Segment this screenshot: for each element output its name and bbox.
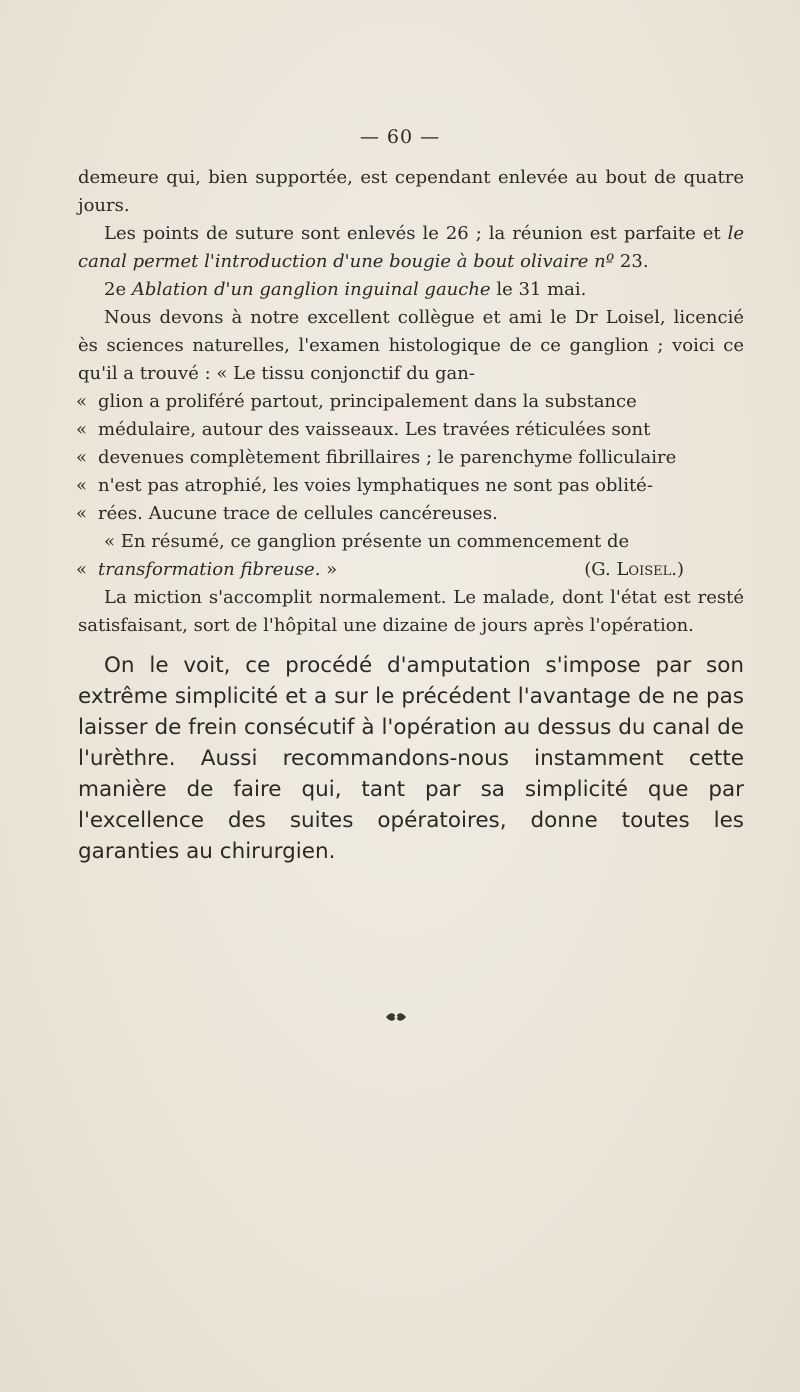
paragraph-4-text: Nous devons à notre excellent collègue et ami le Dr Loisel, licencié ès sciences naturelles, l'examen histologique de ce ganglion ; voici ce qu'il a trouvé : (78, 307, 744, 384)
quote-line-5: « n'est pas atrophié, les voies lymphatiques ne sont pas oblité- (78, 472, 744, 500)
quote-line-2: « glion a proliféré partout, principalement dans la substance (78, 388, 744, 416)
section-heading: Ablation d'un ganglion inguinal gauche (131, 279, 491, 300)
fleuron-ornament-icon (384, 1010, 408, 1024)
paragraph-3 (78, 276, 744, 304)
paragraph-4 (78, 304, 744, 388)
paragraph-1: demeure qui, bien supportée, est cependant enlevée au bout de quatre jours. (78, 167, 744, 216)
section-date: le 31 mai. (490, 279, 587, 300)
quote-line-6: « rées. Aucune trace de cellules cancéreuses. (78, 500, 744, 528)
quote2-close: » (320, 559, 338, 580)
quote-mark: « (76, 419, 88, 440)
quote-line-4: « devenues complètement fibrillaires ; le parenchyme folliculaire (78, 444, 744, 472)
quote2-line-2 (78, 556, 744, 584)
quote-mark: « (76, 503, 88, 524)
paragraph-5: La miction s'accomplit normalement. Le malade, dont l'état est resté satisfaisant, sort de l'hôpital une dizaine de jours après l'opération. (78, 587, 744, 636)
paragraph-2 (78, 220, 744, 276)
section-number: 2e (104, 279, 132, 300)
quote-mark: « (76, 447, 88, 468)
quote2-line-1: « En résumé, ce ganglion présente un commencement de (104, 531, 630, 552)
quote2-italic: transformation fibreuse. (98, 559, 321, 580)
signature: (G. Loisel.) (584, 559, 684, 580)
quote-line-1: « Le tissu conjonctif du gan- (216, 363, 475, 384)
body-text (78, 164, 744, 867)
quote-mark: « (76, 559, 88, 580)
page-number: — 60 — (359, 126, 441, 148)
quote-mark: « (76, 391, 88, 412)
paragraph-2-italic: le canal permet l'introduction d'une bougie à bout olivaire nº (78, 223, 744, 272)
paragraph-2-start: Les points de suture sont enlevés le 26 ; la réunion est parfaite et (104, 223, 728, 244)
quote-line-3: « médulaire, autour des vaisseaux. Les travées réticulées sont (78, 416, 744, 444)
quote-mark: « (76, 475, 88, 496)
paragraph-2-end: 23. (614, 251, 649, 272)
conclusion-paragraph: On le voit, ce procédé d'amputation s'impose par son extrême simplicité et a sur le précédent l'avantage de ne pas laisser de frein consécutif à l'opération au dessus du canal de l'urèthre. Aussi recommandons-nous instamment cette manière de faire qui, tant par sa simplicité que par l'excellence des suites opératoires, donne toutes les garanties au chirurgien. (78, 653, 744, 864)
